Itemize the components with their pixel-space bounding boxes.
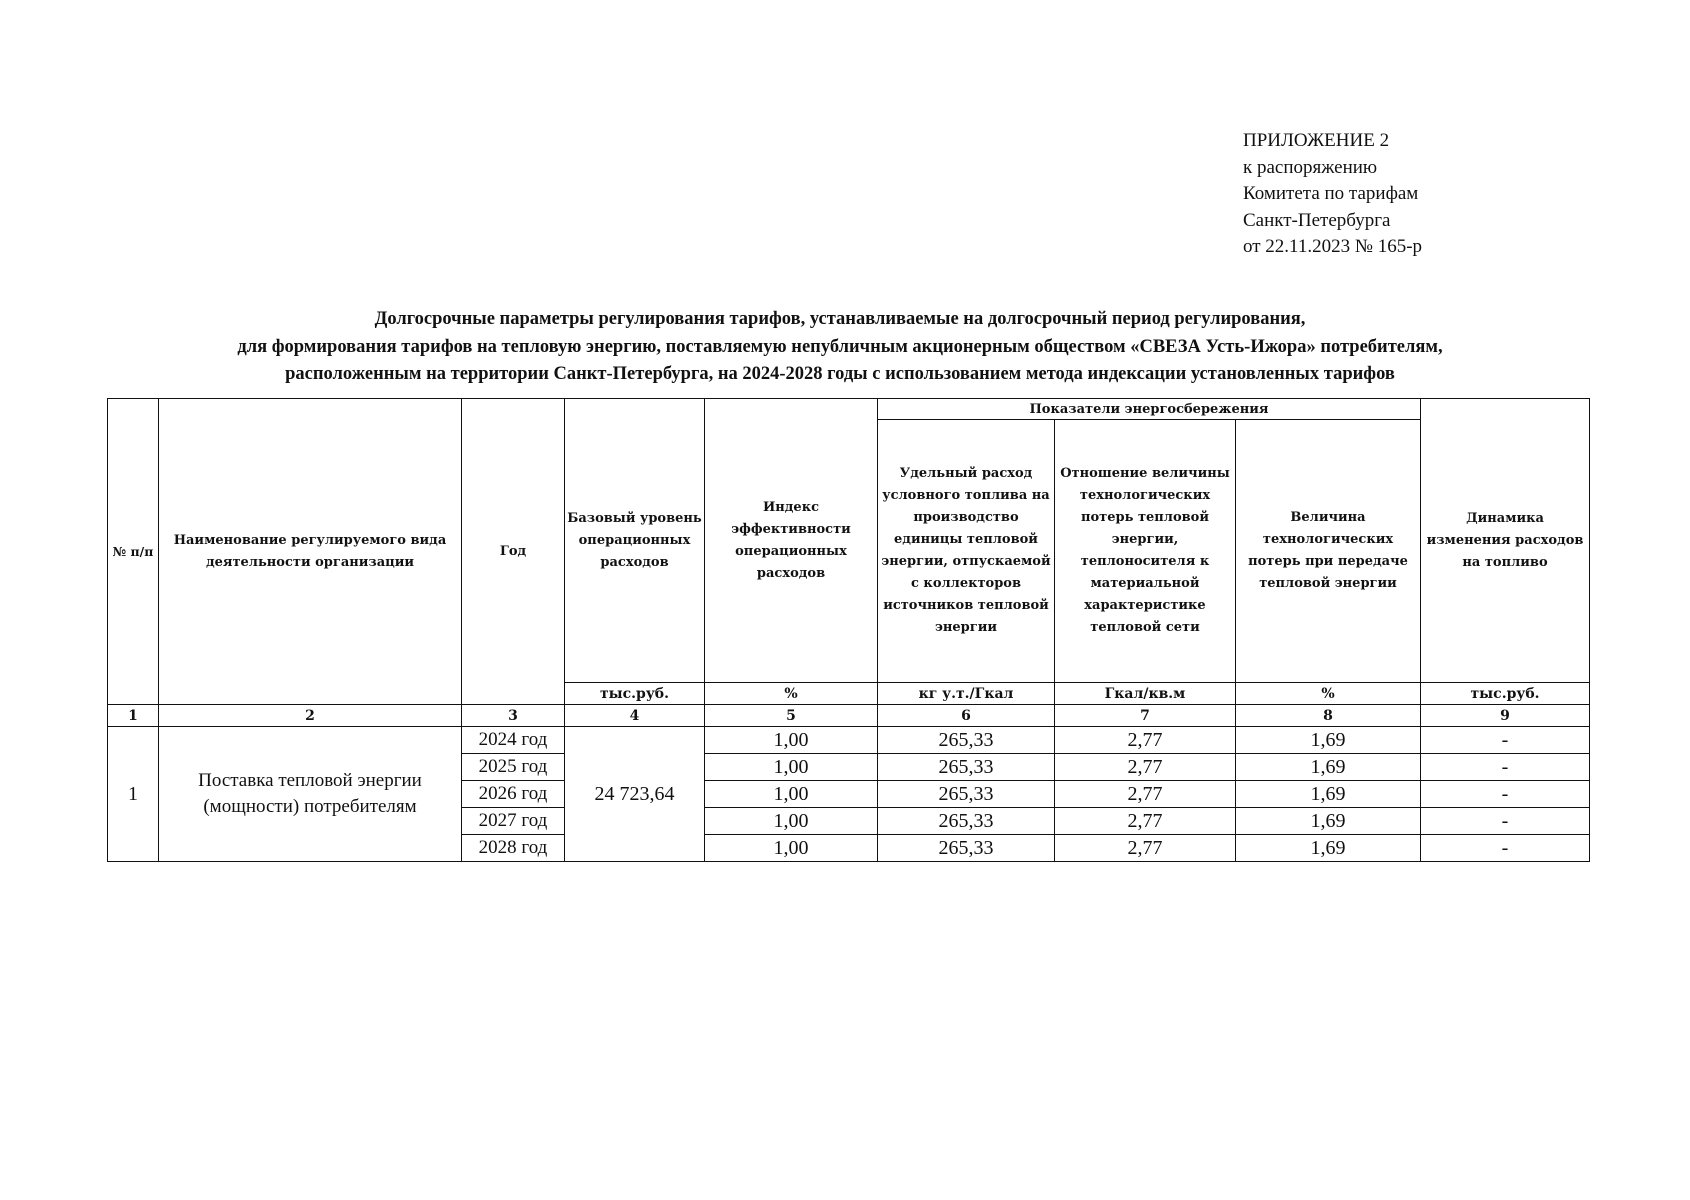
year-cell: 2028 год [462,835,565,862]
col-number: 7 [1055,705,1236,727]
header-specific-fuel: Удельный расход условного топлива на производство единицы тепловой энергии, отпускаемой с коллекторов источников тепловой энергии [878,420,1055,683]
header-energy-saving-group: Показатели энергосбережения [878,399,1421,420]
appendix-city: Санкт-Петербурга [1243,209,1391,231]
header-efficiency-index: Индекс эффективности операционных расходов [705,399,878,683]
unit-specific-fuel: кг у.т./Гкал [878,683,1055,705]
efficiency-index-value: 1,00 [705,727,878,754]
tech-losses-value: 1,69 [1236,781,1421,808]
unit-fuel-dynamics: тыс.руб. [1421,683,1590,705]
col-number: 9 [1421,705,1590,727]
fuel-dynamics-value: - [1421,808,1590,835]
row-number: 1 [108,727,159,862]
col-number: 4 [565,705,705,727]
specific-fuel-value: 265,33 [878,781,1055,808]
document-title [90,306,1590,389]
fuel-dynamics-value: - [1421,781,1590,808]
header-tech-losses: Величина технологических потерь при передаче тепловой энергии [1236,420,1421,683]
appendix-committee: Комитета по тарифам [1243,183,1419,204]
col-number: 6 [878,705,1055,727]
efficiency-index-value: 1,00 [705,835,878,862]
efficiency-index-value: 1,00 [705,808,878,835]
unit-loss-ratio: Гкал/кв.м [1055,683,1236,705]
fuel-dynamics-value: - [1421,754,1590,781]
col-number: 2 [159,705,462,727]
col-number: 8 [1236,705,1421,727]
base-cost-value: 24 723,64 [565,727,705,862]
unit-base-cost: тыс.руб. [565,683,705,705]
fuel-dynamics-value: - [1421,835,1590,862]
header-activity [159,399,462,705]
tech-losses-value: 1,69 [1236,754,1421,781]
loss-ratio-value: 2,77 [1055,754,1236,781]
year-cell: 2025 год [462,754,565,781]
header-num: № п/п [108,399,159,705]
year-cell: 2027 год [462,808,565,835]
appendix-block [1243,128,1422,261]
unit-tech-losses: % [1236,683,1421,705]
efficiency-index-value: 1,00 [705,781,878,808]
tech-losses-value: 1,69 [1236,808,1421,835]
tech-losses-value: 1,69 [1236,835,1421,862]
loss-ratio-value: 2,77 [1055,727,1236,754]
specific-fuel-value: 265,33 [878,754,1055,781]
title-line-1: Долгосрочные параметры регулирования тарифов, устанавливаемые на долгосрочный период регулирования, [374,309,1306,329]
fuel-dynamics-value: - [1421,727,1590,754]
specific-fuel-value: 265,33 [878,835,1055,862]
tech-losses-value: 1,69 [1236,727,1421,754]
appendix-number: ПРИЛОЖЕНИЕ 2 [1243,130,1390,151]
appendix-order-ref: к распоряжению [1243,156,1378,178]
title-line-3: расположенным на территории Санкт-Петербурга, на 2024-2028 годы с использованием метода индексации установленных тарифов [285,364,1395,384]
loss-ratio-value: 2,77 [1055,835,1236,862]
appendix-date-number: от 22.11.2023 № 165-р [1243,236,1423,257]
row-activity-name: Поставка тепловой энергии (мощности) потребителям [159,727,462,862]
header-base-cost: Базовый уровень операционных расходов [565,399,705,683]
col-number: 5 [705,705,878,727]
col-number: 3 [462,705,565,727]
header-activity-text: Наименование регулируемого вида деятельности организации [173,532,447,570]
loss-ratio-value: 2,77 [1055,781,1236,808]
year-cell: 2024 год [462,727,565,754]
year-cell: 2026 год [462,781,565,808]
efficiency-index-value: 1,00 [705,754,878,781]
specific-fuel-value: 265,33 [878,808,1055,835]
header-year: Год [462,399,565,705]
specific-fuel-value: 265,33 [878,727,1055,754]
loss-ratio-value: 2,77 [1055,808,1236,835]
parameters-table [107,398,1590,862]
unit-efficiency-index: % [705,683,878,705]
header-fuel-dynamics: Динамика изменения расходов на топливо [1421,399,1590,683]
header-loss-ratio: Отношение величины технологических потерь тепловой энергии, теплоносителя к материальной характеристике тепловой сети [1055,420,1236,683]
col-number: 1 [108,705,159,727]
title-line-2: для формирования тарифов на тепловую энергию, поставляемую непубличным акционерным обществом «СВЕЗА Усть-Ижора» потребителям, [237,336,1443,357]
